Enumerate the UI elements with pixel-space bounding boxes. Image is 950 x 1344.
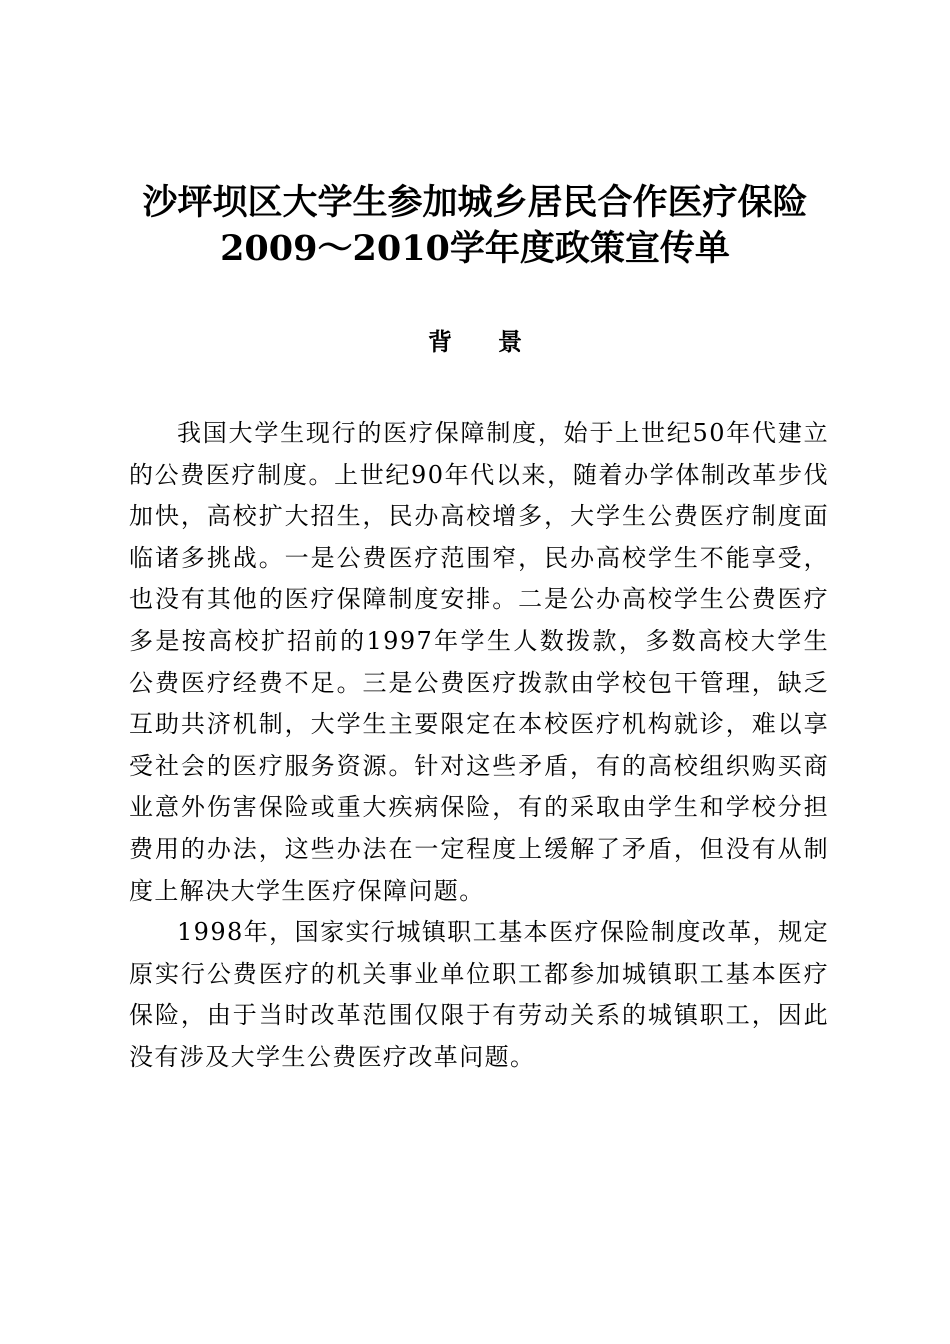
body-paragraph-1: 我国大学生现行的医疗保障制度，始于上世纪50年代建立的公费医疗制度。上世纪90年代以来，随着办学体制改革步伐加快，高校扩大招生，民办高校增多，大学生公费医疗制度面临诸多挑战。一是公费医疗范围窄，民办高校学生不能享受，也没有其他的医疗保障制度安排。二是公办高校学生公费医疗多是按高校扩招前的1997年学生人数拨款，多数高校大学生公费医疗经费不足。三是公费医疗拨款由学校包干管理，缺乏互助共济机制，大学生主要限定在本校医疗机构就诊，难以享受社会的医疗服务资源。针对这些矛盾，有的高校组织购买商业意外伤害保险或重大疾病保险，有的采取由学生和学校分担费用的办法，这些办法在一定程度上缓解了矛盾，但没有从制度上解决大学生医疗保障问题。 — [129, 419, 829, 905]
document-title-line-1: 沙坪坝区大学生参加城乡居民合作医疗保险 — [142, 182, 808, 223]
document-title-line-2: 2009～2010学年度政策宣传单 — [220, 228, 730, 269]
section-heading-background: 背景 — [428, 328, 568, 356]
body-paragraph-2: 1998年，国家实行城镇职工基本医疗保险制度改革，规定原实行公费医疗的机关事业单位职工都参加城镇职工基本医疗保险，由于当时改革范围仅限于有劳动关系的城镇职工，因此没有涉及大学生公费医疗改革问题。 — [129, 918, 829, 1071]
document-body — [129, 413, 829, 1079]
